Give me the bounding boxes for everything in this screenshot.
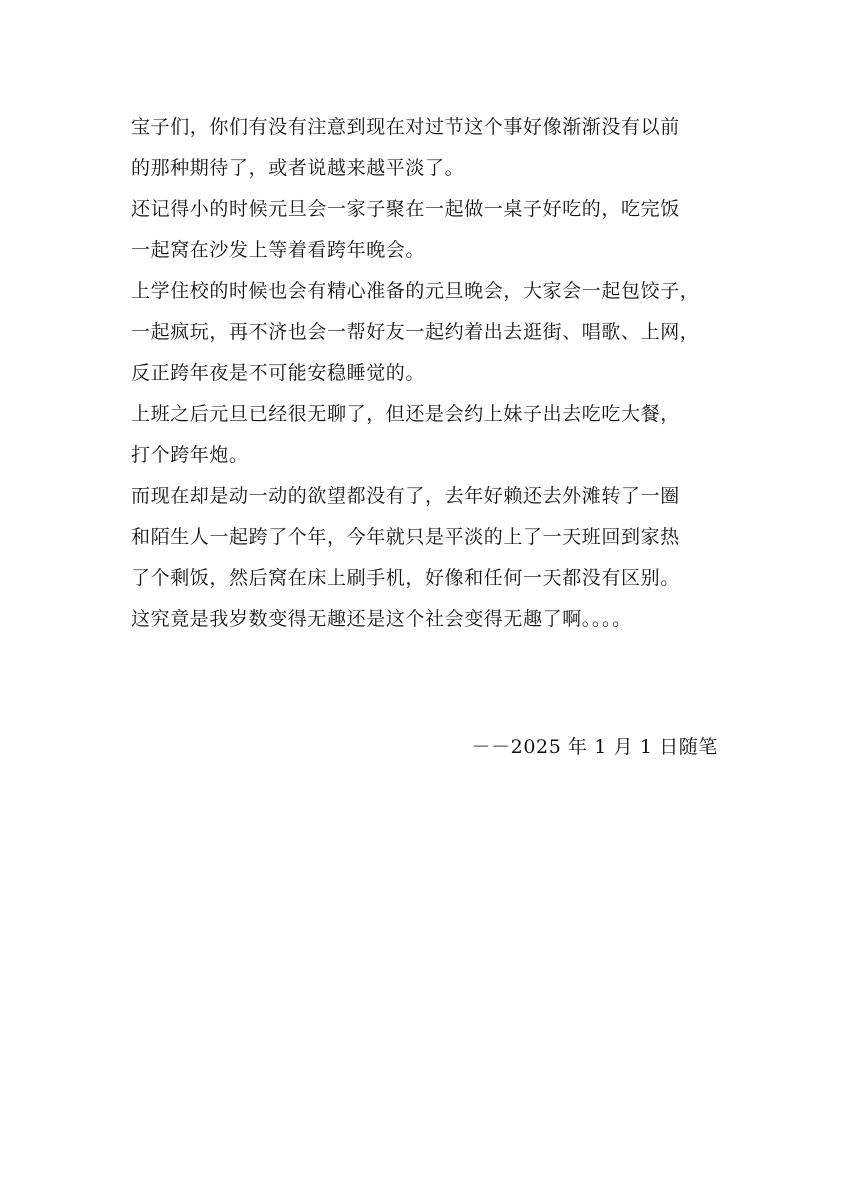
text-line: 一起窝在沙发上等着看跨年晚会。	[131, 239, 426, 261]
text-line: 还记得小的时候元旦会一家子聚在一起做一桌子好吃的，吃完饭	[131, 198, 680, 220]
text-line: 了个剩饭，然后窝在床上刷手机，好像和任何一天都没有区别。	[131, 567, 680, 589]
text-line: 而现在却是动一动的欲望都没有了，去年好赖还去外滩转了一圈	[131, 485, 680, 507]
text-line: 和陌生人一起跨了个年，今年就只是平淡的上了一天班回到家热	[131, 526, 680, 548]
text-line: 上班之后元旦已经很无聊了，但还是会约上妹子出去吃吃大餐，	[131, 403, 680, 425]
paragraph-1	[131, 107, 741, 189]
text-line: 一起疯玩，再不济也会一帮好友一起约着出去逛街、唱歌、上网，	[131, 321, 700, 343]
text-line: 打个跨年炮。	[131, 444, 249, 466]
paragraph-5	[131, 476, 741, 640]
paragraph-4	[131, 394, 741, 476]
text-line: 的那种期待了，或者说越来越平淡了。	[131, 157, 465, 179]
text-line: 宝子们，你们有没有注意到现在对过节这个事好像渐渐没有以前	[131, 116, 680, 138]
paragraph-3	[131, 271, 741, 394]
text-line: 反正跨年夜是不可能安稳睡觉的。	[131, 362, 426, 384]
text-line: 这究竟是我岁数变得无趣还是这个社会变得无趣了啊。。。。	[131, 608, 632, 630]
text-line: 上学住校的时候也会有精心准备的元旦晚会，大家会一起包饺子，	[131, 280, 700, 302]
paragraph-2	[131, 189, 741, 271]
essay-body	[131, 107, 741, 640]
signature-date: －－2025 年 1 月 1 日随笔	[471, 736, 718, 758]
